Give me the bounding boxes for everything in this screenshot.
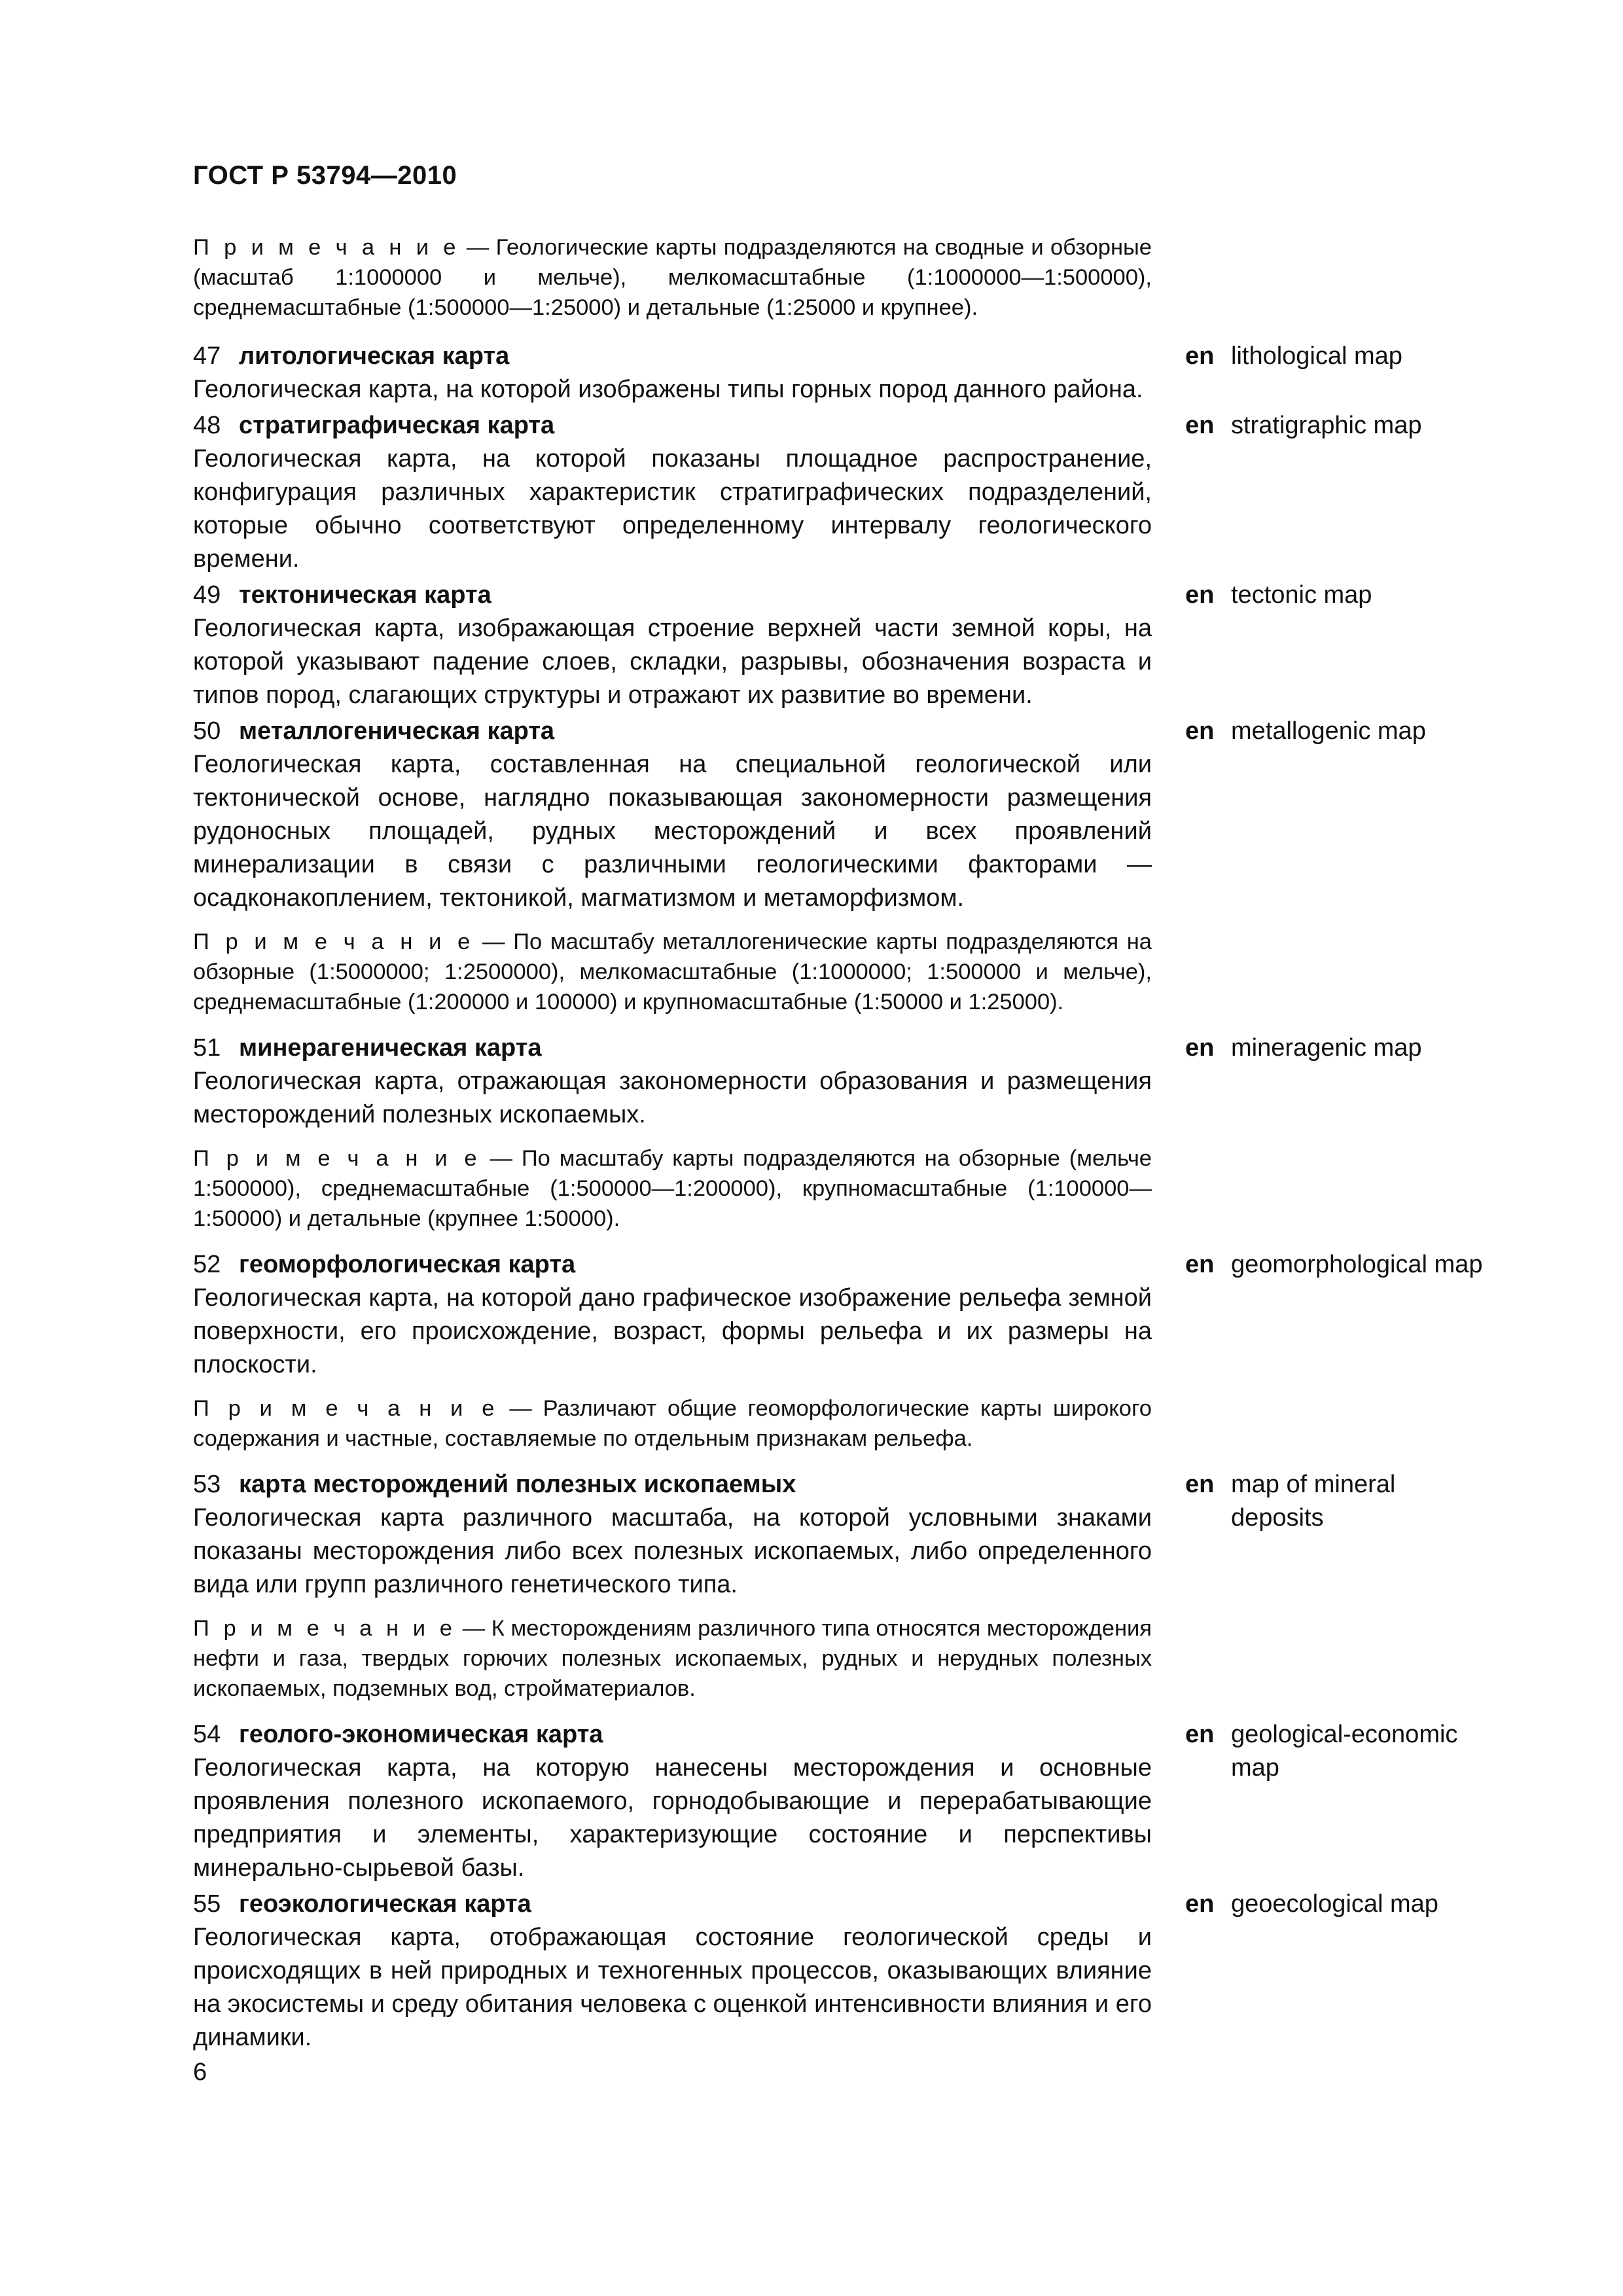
term-english xyxy=(1185,1718,1486,1885)
term-entry xyxy=(193,340,1512,406)
term-russian xyxy=(193,1718,1152,1885)
language-tag: en xyxy=(1185,1251,1215,1278)
term-definition: Геологическая карта, на которой показаны площадное распространение, конфигурация различных характеристик стратиграфических подразделений, которые обычно соответствуют определенному интервалу геологического времени. xyxy=(193,445,1152,573)
term-list xyxy=(193,340,1512,2054)
document-body xyxy=(193,232,1512,2057)
term-name: карта месторождений полезных ископаемых xyxy=(239,1471,796,1498)
term-heading xyxy=(193,1248,1152,1282)
term-number: 53 xyxy=(193,1471,221,1498)
term-definition: Геологическая карта, на которой изображены типы горных пород данного района. xyxy=(193,376,1143,403)
note-text: — По масштабу металлогенические карты подразделяются на обзорные (1:5000000; 1:2500000), мелкомасштабные (1:1000000; 1:500000 и мельче), среднемасштабные (1:200000 и 100000) и крупномасштабные (1:50000 и 1:25000). xyxy=(193,929,1152,1014)
term-definition: Геологическая карта, на которой дано графическое изображение рельефа земной поверхности, его происхождение, возраст, формы рельефа и их размеры на плоскости. xyxy=(193,1284,1152,1378)
language-tag: en xyxy=(1185,1034,1215,1062)
term-russian xyxy=(193,579,1152,712)
term-heading xyxy=(193,409,1152,442)
term-english xyxy=(1185,1468,1486,1715)
term-russian xyxy=(193,1248,1152,1465)
note-text: — По масштабу карты подразделяются на обзорные (мельче 1:500000), среднемасштабные (1:500000—1:200000), крупномасштабные (1:100000—1:50000) и детальные (крупнее 1:50000). xyxy=(193,1146,1152,1231)
term-heading xyxy=(193,1718,1152,1751)
intro-note xyxy=(193,232,1152,323)
term-heading xyxy=(193,1031,1152,1065)
term-note xyxy=(193,1143,1152,1234)
term-number: 52 xyxy=(193,1251,221,1278)
term-number: 51 xyxy=(193,1034,221,1062)
note-label: П р и м е ч а н и е xyxy=(193,929,474,954)
term-number: 50 xyxy=(193,717,221,745)
term-definition: Геологическая карта, отображающая состояние геологической среды и происходящих в ней природных и техногенных процессов, оказывающих влияние на экосистемы и среду обитания человека с оценкой интенсивности влияния и его динамики. xyxy=(193,1924,1152,2051)
english-equivalent: map of mineral deposits xyxy=(1231,1471,1396,1532)
english-equivalent: lithological map xyxy=(1231,342,1402,370)
language-tag: en xyxy=(1185,1721,1215,1748)
note-label: П р и м е ч а н и е xyxy=(193,1616,456,1641)
term-english xyxy=(1185,1888,1486,2054)
language-tag: en xyxy=(1185,1890,1215,1918)
term-english xyxy=(1185,409,1486,576)
language-tag: en xyxy=(1185,342,1215,370)
term-english xyxy=(1185,340,1486,406)
term-entry xyxy=(193,1468,1512,1715)
english-equivalent: geomorphological map xyxy=(1231,1251,1483,1278)
term-english xyxy=(1185,1248,1486,1465)
note-text: — Различают общие геоморфологические карты широкого содержания и частные, составляемые по отдельным признакам рельефа. xyxy=(193,1396,1152,1451)
term-english xyxy=(1185,579,1486,712)
page-number: 6 xyxy=(193,2058,207,2086)
term-number: 55 xyxy=(193,1890,221,1918)
document-header: ГОСТ Р 53794—2010 xyxy=(193,161,457,190)
term-russian xyxy=(193,1888,1152,2054)
term-entry xyxy=(193,715,1512,1029)
note-label: П р и м е ч а н и е xyxy=(193,1396,499,1421)
term-heading xyxy=(193,579,1152,612)
term-entry xyxy=(193,1248,1512,1465)
language-tag: en xyxy=(1185,717,1215,745)
english-equivalent: metallogenic map xyxy=(1231,717,1426,745)
term-russian xyxy=(193,1468,1152,1715)
term-number: 54 xyxy=(193,1721,221,1748)
term-heading xyxy=(193,1468,1152,1501)
term-russian xyxy=(193,340,1152,406)
term-entry xyxy=(193,1888,1512,2054)
term-entry xyxy=(193,409,1512,576)
term-russian xyxy=(193,715,1152,1029)
note-label: П р и м е ч а н и е xyxy=(193,1146,481,1171)
language-tag: en xyxy=(1185,1471,1215,1498)
term-name: тектоническая карта xyxy=(239,581,491,609)
term-russian xyxy=(193,1031,1152,1246)
term-note xyxy=(193,927,1152,1017)
term-name: металлогеническая карта xyxy=(239,717,555,745)
term-name: стратиграфическая карта xyxy=(239,412,555,439)
english-equivalent: geoecological map xyxy=(1231,1890,1438,1918)
term-name: литологическая карта xyxy=(239,342,510,370)
term-russian xyxy=(193,409,1152,576)
term-heading xyxy=(193,340,1152,373)
term-name: геолого-экономическая карта xyxy=(239,1721,603,1748)
term-note xyxy=(193,1613,1152,1704)
language-tag: en xyxy=(1185,412,1215,439)
term-definition: Геологическая карта, отражающая закономерности образования и размещения месторождений полезных ископаемых. xyxy=(193,1067,1152,1128)
english-equivalent: mineragenic map xyxy=(1231,1034,1422,1062)
term-heading xyxy=(193,1888,1152,1921)
english-equivalent: geological-economic map xyxy=(1231,1721,1458,1782)
term-number: 47 xyxy=(193,342,221,370)
term-english xyxy=(1185,1031,1486,1246)
note-text: — Геологические карты подразделяются на сводные и обзорные (масштаб 1:1000000 и мельче), мелкомасштабные (1:1000000—1:500000), среднемасштабные (1:500000—1:25000) и детальные (1:25000 и крупнее). xyxy=(193,235,1152,320)
term-number: 49 xyxy=(193,581,221,609)
term-english xyxy=(1185,715,1486,1029)
term-entry xyxy=(193,1718,1512,1885)
term-definition: Геологическая карта, на которую нанесены месторождения и основные проявления полезного ископаемого, горнодобывающие и перерабатывающие предприятия и элементы, характеризующие состояние и перспективы минерально-сырьевой базы. xyxy=(193,1754,1152,1882)
term-definition: Геологическая карта, изображающая строение верхней части земной коры, на которой указывают падение слоев, складки, разрывы, обозначения возраста и типов пород, слагающих структуры и отражают их развитие во времени. xyxy=(193,615,1152,709)
term-entry xyxy=(193,1031,1512,1246)
english-equivalent: stratigraphic map xyxy=(1231,412,1422,439)
term-name: геоэкологическая карта xyxy=(239,1890,531,1918)
note-text: — К месторождениям различного типа относятся месторождения нефти и газа, твердых горючих полезных ископаемых, рудных и нерудных полезных ископаемых, подземных вод, стройматериалов. xyxy=(193,1616,1152,1701)
english-equivalent: tectonic map xyxy=(1231,581,1372,609)
term-definition: Геологическая карта, составленная на специальной геологической или тектонической основе, наглядно показывающая закономерности размещения рудоносных площадей, рудных месторождений и всех проявлений минерализации в связи с различными геологическими факторами — осадконакоплением, тектоникой, магматизмом и метаморфизмом. xyxy=(193,751,1152,912)
term-name: геоморфологическая карта xyxy=(239,1251,576,1278)
term-entry xyxy=(193,579,1512,712)
language-tag: en xyxy=(1185,581,1215,609)
term-heading xyxy=(193,715,1152,748)
term-number: 48 xyxy=(193,412,221,439)
term-definition: Геологическая карта различного масштаба, на которой условными знаками показаны месторождения либо всех полезных ископаемых, либо определенного вида или групп различного генетического типа. xyxy=(193,1504,1152,1598)
term-name: минерагеническая карта xyxy=(239,1034,542,1062)
note-label: П р и м е ч а н и е xyxy=(193,235,460,260)
term-note xyxy=(193,1393,1152,1454)
